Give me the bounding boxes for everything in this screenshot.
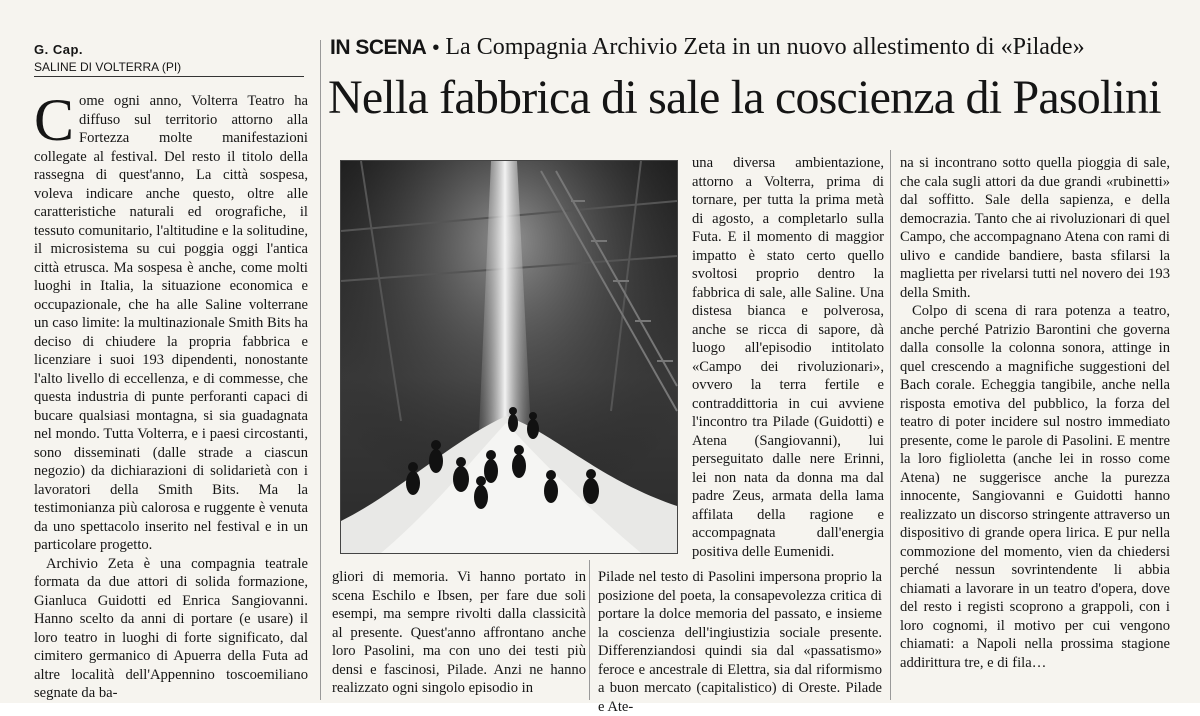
column-3-text: una diversa ambientazione, attorno a Volterra, prima di tornare, per tutta la prima metà di agosto, a completarlo sulla Futa. E il momento di maggior impatto è stato certo quello svoltosi proprio dentro la fabbrica di sale, alle Saline. Una distesa bianca e polverosa, anche se ricca di sapore, dà luogo all'episodio intitolato «Campo dei rivoluzionari», ovvero la terra fertile e contraddittoria in cui avviene l'incontro tra Pilade (Guidotti) e Atena (Sangiovanni), lui perseguitato dalle nere Erinni, lei non nata da donna ma dal padre Zeus, armata della lama affilata della ragione e accompagnata dall'energia positiva delle Eumenidi. (692, 155, 884, 560)
column-rule (890, 150, 891, 700)
headline: Nella fabbrica di sale la coscienza di Pasolini (328, 71, 1161, 124)
kicker-text: La Compagnia Archivio Zeta in un nuovo allestimento di «Pilade» (445, 34, 1085, 60)
column-3-bottom (598, 568, 882, 715)
column-4-paragraph-2: Colpo di scena di rara potenza a teatro, anche perché Patrizio Barontini che governa dalla consolle la colonna sonora, attinge in quel crescendo a magnifiche suggestioni del Bach corale. Echeggia tangibile, anche nella risposta emotiva del pubblico, la forza del teatro di poter incidere sul nostro immediato presente, come le parole di Pasolini. E mentre la loro figlioletta (anche lei in rosso come Atena) ne suggerisce anche la purezza innocente, Sangiovanni e Guidotti hanno realizzato un discorso stringente attraverso un dispositivo di grande opera lirica. E pur nella commozione del momento, vien da chiedersi perché nessun sovrintendente li abbia chiamati a lavorare in un teatro d'opera, dove del resto i registi scoprono a grappoli, con i loro cognomi, il motivo per cui vengono chiamati: a Napoli nella prossima stagione addirittura tre, e di fila… (900, 303, 1170, 671)
column-rule (589, 560, 590, 700)
byline-author: G. Cap. (34, 42, 84, 57)
column-1-text-1: ome ogni anno, Volterra Teatro ha diffuso sul territorio attorno alla Fortezza molte manifestazioni collegate al festival. Del resto il titolo della rassegna di quest'anno, La città sospesa, voleva indicare anche questo, oltre alle caratteristiche naturali ed orografiche, il tessuto comunitario, l'altitudine e la solitudine, il microsistema su cui poggia oggi l'antica città etrusca. Ma sospesa è anche, come molti luoghi in Italia, la situazione economica e occupazionale, che ha alle Saline volterrane un caso limite: la multinazionale Smith Bits ha deciso di chiudere la propria fabbrica e licenziare i suoi 193 dipendenti, nonostante l'alto livello di eccellenza, e di commesse, che questa industria di punte perforanti capaci di bucare qualsiasi montagna, si sia guadagnata nel mondo. Tutta Volterra, e i paesi circostanti, sono disseminati (dalle strade a ciascun negozio) da dichiarazioni di solidarietà con i lavoratori della Smith Bits. Ma la testimonianza più calorosa e ruggente è venuta da uno spettacolo inserito nel festival e in un particolare progetto. (34, 93, 308, 553)
salt-factory-photo (341, 161, 677, 553)
drop-cap: C (34, 87, 75, 153)
column-rule (320, 40, 321, 700)
kicker-bullet: • (432, 37, 440, 59)
kicker (330, 34, 1190, 61)
column-1 (34, 87, 308, 701)
byline-place: SALINE DI VOLTERRA (PI) (34, 60, 304, 77)
column-3 (692, 154, 884, 560)
column-4 (900, 154, 1170, 694)
column-2-text: gliori di memoria. Vi hanno portato in scena Eschilo e Ibsen, per fare due soli esempi, ma sempre rivolti dalla classicità al presente. Quest'anno affrontano anche loro Pasolini, ma con uno dei testi più densi e fascinosi, Pilade. Anzi ne hanno realizzato ogni singolo episodio in (332, 569, 586, 696)
column-3-bottom-text: Pilade nel testo di Pasolini impersona proprio la posizione del poeta, la consapevolezza critica di portare la dolce memoria del passato, e insieme la coscienza dell'ingiustizia sociale presente. Differenziandosi quindi sia dal «passatismo» feroce e ancestrale di Elettra, sia dal riformismo a buon mercato (capitalistico) di Oreste. Pilade e Ate- (598, 569, 882, 715)
column-1-paragraph-1 (34, 87, 308, 555)
column-1-paragraph-2: Archivio Zeta è una compagnia teatrale formata da due attori di solida formazione, Gianluca Guidotti ed Enrica Sangiovanni. Hanno scelto da anni di portare (e usare) il loro teatro in luoghi di forte significato, dal cimitero germanico di Apuerra della Futa ad altre località dell'Appennino toscoemiliano segnate da ba- (34, 555, 308, 701)
column-2-bottom (332, 568, 586, 698)
kicker-tag: IN SCENA (330, 36, 427, 59)
column-4-paragraph-1: na si incontrano sotto quella pioggia di sale, che cala sugli attori da due grandi «rubinetti» dal soffitto. Sale della sapienza, e della democrazia. Tanto che ai rivoluzionari di quel Campo, che accompagnano Atena con rami di ulivo e candide bandiere, basta sfilarsi la maglietta per rivelarsi tutti nel novero dei 193 della Smith. (900, 155, 1170, 301)
article-photo (340, 160, 678, 554)
